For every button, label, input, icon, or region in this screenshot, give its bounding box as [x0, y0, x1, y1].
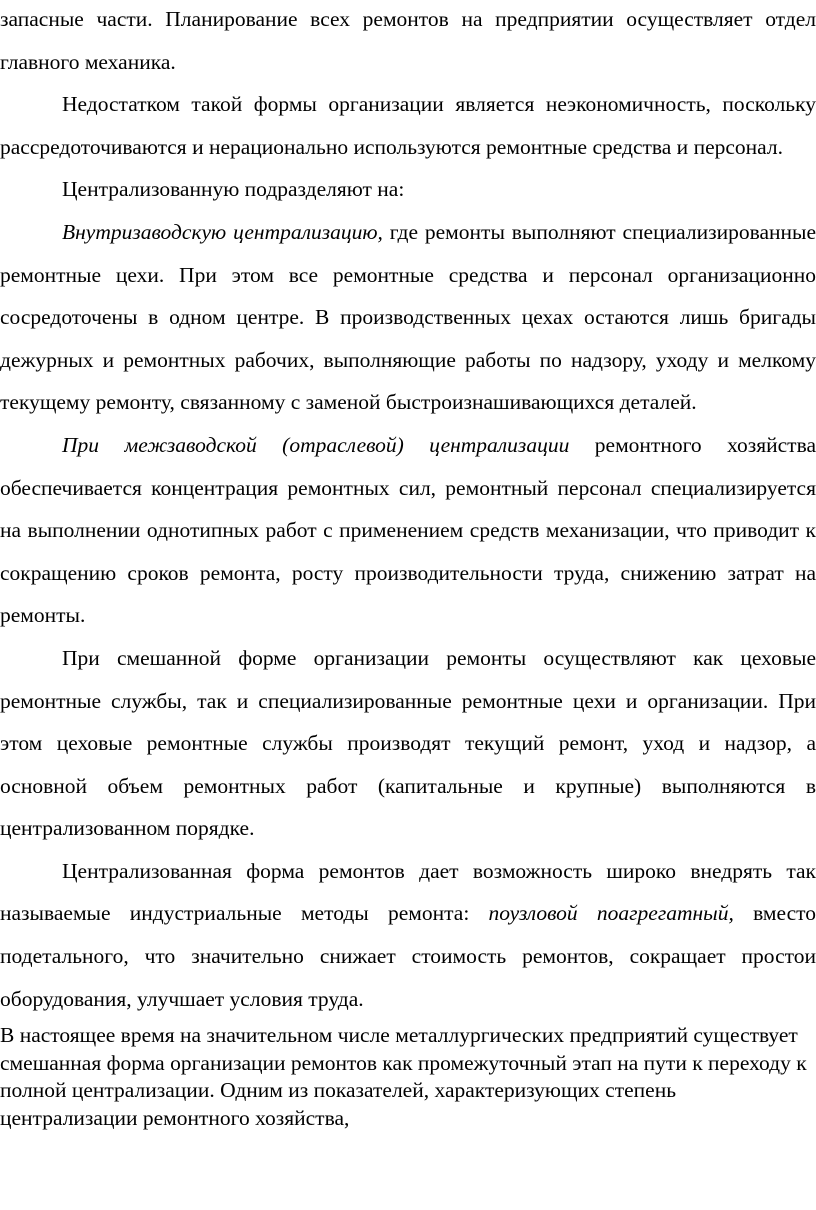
paragraph-text: В настоящее время на значительном числе металлургических предприятий существует смешанная форма организации ремонтов как промежуточный этап на пути к переходу к полной централизации. Одним из показателей, характеризующих степень централизации ремонтного хозяйства, [0, 1023, 807, 1130]
paragraph-disadvantage [0, 83, 816, 168]
paragraph-industrial-methods [0, 850, 816, 1020]
paragraph-current-state [0, 1022, 816, 1132]
paragraph-text: ремонтного хозяйства обеспечивается концентрация ремонтных сил, ремонтный персонал специализируется на выполнении однотипных работ с применением средств механизации, что приводит к сокращению сроков ремонта, росту производительности труда, снижению затрат на ремонты. [0, 432, 816, 628]
paragraph-inter-plant [0, 424, 816, 637]
paragraph-text: Централизованная форма ремонтов дает возможность широко внедрять так называемые индустриальные методы ремонта: [0, 858, 816, 926]
paragraph-spare-parts [0, 0, 816, 83]
paragraph-text: Недостатком такой формы организации является неэкономичность, поскольку рассредоточиваются и нерационально используются ремонтные средства и персонал. [0, 92, 816, 159]
italic-term: Внутризаводскую централизацию, [62, 219, 383, 244]
paragraph-text: вместо подетального, что значительно снижает стоимость ремонтов, сокращает простои оборудования, улучшает условия труда. [0, 901, 816, 1011]
italic-term: При межзаводской (отраслевой) централизации [62, 432, 570, 457]
paragraph-intra-plant [0, 211, 816, 424]
paragraph-text: запасные части. Планирование всех ремонтов на предприятии осуществляет отдел главного механика. [0, 7, 816, 74]
paragraph-centralized-types [0, 168, 816, 211]
paragraph-text: Централизованную подразделяют на: [62, 177, 405, 202]
paragraph-text: При смешанной форме организации ремонты осуществляют как цеховые ремонтные службы, так и специализированные ремонтные цехи и организации. При этом цеховые ремонтные службы производят текущий ремонт, уход и надзор, а основной объем ремонтных работ (капитальные и крупные) выполняются в централизованном порядке. [0, 645, 816, 841]
paragraph-mixed-form [0, 637, 816, 850]
paragraph-text: где ремонты выполняют специализированные ремонтные цехи. При этом все ремонтные средства и персонал организационно сосредоточены в одном центре. В производственных цехах остаются лишь бригады дежурных и ремонтных рабочих, выполняющие работы по надзору, уходу и мелкому текущему ремонту, связанному с заменой быстроизнашивающихся деталей. [0, 219, 816, 415]
italic-term: поузловой поагрегатный, [488, 901, 734, 926]
